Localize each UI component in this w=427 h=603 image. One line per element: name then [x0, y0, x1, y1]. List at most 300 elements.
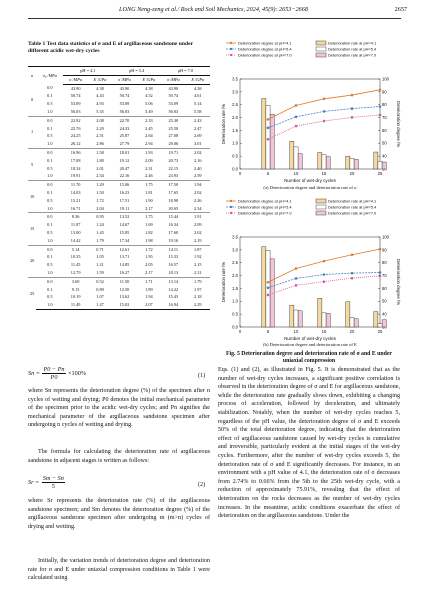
table-cell: 1.72 [137, 245, 161, 253]
col-header-confining: σ₀ /MPa [36, 67, 63, 85]
table-cell: 10.35 [70, 254, 81, 260]
table-cell: 11.45 [70, 262, 81, 268]
x-tick-label: 25 [377, 171, 383, 176]
table-cell: 16.71 [70, 205, 81, 211]
table-cell: 50.74 [70, 93, 81, 99]
point-pH70 [295, 125, 298, 128]
table-cell: 2.19 [193, 237, 202, 243]
table-cell: 1.24 [96, 222, 104, 228]
table-cell: 0.0 [36, 116, 63, 124]
point-pH54 [267, 286, 270, 289]
table-cell: 43.90 [119, 85, 130, 91]
table-cell: 2.64 [145, 133, 153, 139]
legend-label: Deterioration rate at pH=4.1 [328, 198, 377, 204]
table-cell: 18.13 [168, 269, 179, 275]
table-row [28, 286, 210, 294]
bar-pH70 [354, 319, 358, 327]
x-tick-label: 15 [321, 329, 327, 334]
table-cell: 17.51 [119, 197, 130, 203]
table-cell: 2.18 [193, 294, 202, 300]
table-cell: 19.12 [119, 157, 130, 163]
legend-marker-swatch [230, 206, 232, 208]
legend-label: Deterioration degree at pH=4.1 [238, 40, 292, 46]
x-tick-label: 25 [377, 329, 383, 334]
table-cell: 17.50 [161, 181, 185, 189]
table-cell: 12.50 [119, 286, 130, 292]
table-row [28, 165, 210, 173]
y-tick-label: 3.5 [232, 76, 238, 82]
table-cell: 25.50 [168, 125, 179, 131]
x-tick-label: 0 [238, 171, 242, 176]
y-tick-label: 0.0 [232, 324, 238, 330]
y2-tick-label: 50 [382, 298, 387, 304]
table-cell: 2.46 [145, 173, 153, 179]
table-cell: 0.0 [36, 213, 63, 221]
table-cell: 4.43 [96, 93, 104, 99]
legend-marker-swatch [230, 42, 232, 44]
table-cell: 22.76 [70, 125, 81, 131]
table-cell: 1.89 [145, 286, 153, 292]
table-cell: 0.0 [36, 181, 63, 189]
table-cell: 56.03 [168, 108, 179, 114]
point-pH54 [379, 105, 382, 108]
table-cell: 1.97 [193, 286, 202, 292]
table-cell: 0.0 [36, 277, 63, 285]
table-cell: 0.52 [88, 277, 112, 285]
y-axis-label: Deterioration rate /% [221, 103, 226, 145]
table-cell: 1.0 [36, 301, 63, 309]
data-table [28, 66, 210, 310]
table-cell: 14.03 [70, 189, 81, 195]
table-cell: 2.59 [193, 173, 202, 179]
point-pH70 [379, 114, 382, 117]
table-cell: 2.34 [193, 205, 202, 211]
ph-group-header: pH = 7.0 [161, 67, 210, 76]
table-cell: 1.45 [96, 229, 104, 235]
point-pH41 [267, 118, 270, 121]
table-cell: 2.86 [96, 141, 104, 147]
line-pH54 [268, 107, 380, 128]
eq1-numerator: P0 − Pn [43, 366, 65, 373]
bar-pH70 [298, 311, 302, 327]
table-cell: 2.43 [186, 116, 210, 124]
point-pH41 [267, 281, 270, 284]
y2-tick-label: 90 [382, 247, 387, 253]
table-caption: Table 1 Test data statistics of σ and E of argillaceous sandstone under different acidic wet-dry cycles [28, 41, 193, 54]
legend-label: Deterioration rate at pH=7.0 [328, 210, 377, 216]
col-header-n: n [28, 67, 36, 85]
table-row [28, 245, 210, 253]
y-tick-label: 3.0 [232, 89, 238, 95]
table-cell: 5.06 [145, 101, 153, 107]
table-cell: 1.0 [47, 237, 53, 243]
table-cell: 25.30 [161, 116, 185, 124]
y-tick-label: 1.5 [232, 285, 238, 291]
eq1-lhs: Sn = [28, 370, 40, 377]
table-cell: 0.71 [88, 245, 112, 253]
ph-group-header: pH = 5.4 [112, 67, 161, 76]
table-cell: 24.33 [119, 125, 130, 131]
table-cell: 0.5 [47, 229, 53, 235]
y-tick-label: 0.5 [232, 311, 238, 317]
y-tick-label: 2.5 [232, 260, 238, 266]
table-cell: 56.03 [70, 108, 81, 114]
bar-pH41 [318, 298, 322, 327]
sub-header: E /GPa [137, 75, 161, 84]
table-cell: 3.01 [193, 141, 202, 147]
bar-pH54 [322, 313, 326, 327]
table-cell: 0.1 [47, 286, 53, 292]
equation-2-number: (2) [198, 481, 206, 488]
y2-tick-label: 40 [382, 311, 387, 317]
y-tick-label: 1.0 [232, 140, 238, 146]
bar-pH54 [378, 161, 382, 169]
bar-pH41 [374, 152, 378, 169]
cycle-count-cell: 25 [28, 277, 36, 309]
point-pH54 [351, 107, 354, 110]
bar-pH54 [294, 147, 298, 169]
table-cell: 24.25 [70, 133, 81, 139]
table-cell: 56.03 [119, 108, 130, 114]
table-cell: 10.19 [70, 294, 81, 300]
y2-tick-label: 70 [382, 114, 387, 120]
table-cell: 17.65 [168, 189, 179, 195]
table-cell: 50.74 [168, 93, 179, 99]
legend-marker-swatch [230, 200, 232, 202]
legend-marker-swatch [230, 48, 232, 50]
table-cell: 2.09 [193, 222, 202, 228]
y2-axis-label: Deterioration degree /% [396, 258, 401, 306]
table-cell: 1.05 [96, 254, 104, 260]
cycle-count-cell: 15 [28, 213, 36, 245]
table-cell: 0.95 [88, 213, 112, 221]
table-row [28, 221, 210, 229]
bar-pH41 [262, 247, 266, 327]
table-row [28, 84, 210, 92]
legend-marker-swatch [230, 212, 232, 214]
table-cell: 17.08 [70, 157, 81, 163]
table-cell: 2.02 [193, 189, 202, 195]
table-cell: 0.5 [47, 294, 53, 300]
legend-bar-swatch [316, 211, 326, 215]
legend-bar-swatch [316, 53, 326, 57]
table-cell: 1.72 [96, 197, 104, 203]
table-cell: 2.09 [145, 157, 153, 163]
cycle-count-cell: 1 [28, 116, 36, 148]
table-cell: 17.60 [168, 229, 179, 235]
table-cell: 1.79 [186, 277, 210, 285]
legend-bar-swatch [316, 47, 326, 51]
table-cell: 11.50 [112, 277, 136, 285]
y-tick-label: 3.5 [232, 234, 238, 240]
table-cell: 2.02 [186, 148, 210, 156]
legend-bar-swatch [316, 205, 326, 209]
table-cell: 2.51 [96, 133, 104, 139]
y2-tick-label: 40 [382, 153, 387, 159]
x-axis-label: Number of wet-dry cycles [284, 178, 336, 183]
y2-tick-label: 60 [382, 127, 387, 133]
table-cell: 53.09 [168, 101, 179, 107]
table-cell: 15.44 [161, 213, 185, 221]
point-pH70 [323, 280, 326, 283]
eq1-tail: ×100% [68, 370, 86, 377]
x-tick-label: 15 [321, 171, 327, 176]
table-cell: 1.94 [145, 294, 153, 300]
table-row [28, 132, 210, 140]
ph-group-header: pH = 4.1 [63, 67, 112, 76]
table-cell: 2.45 [145, 125, 153, 131]
line-pH70 [268, 115, 380, 139]
legend-bar-swatch [316, 41, 326, 45]
legend-bar-swatch [316, 199, 326, 203]
table-cell: 5.14 [193, 101, 202, 107]
bar-pH41 [346, 156, 350, 169]
table-cell: 2.34 [96, 173, 104, 179]
sub-header: E /GPa [88, 75, 112, 84]
table-cell: 3.69 [63, 277, 87, 285]
y-tick-label: 2.5 [232, 102, 238, 108]
equation-1-number: (1) [198, 372, 206, 379]
paragraph-where-sr [28, 497, 210, 531]
para-3: where Sr represents the deterioration rate (%) of the argillaceous sandstone specimen; and Sm denotes the deterioration degree (%) of the argillaceous sandstone specimen after undergoing m (m>n) cycles of drying and wetting. [28, 498, 210, 530]
point-pH54 [295, 277, 298, 280]
table-row [28, 116, 210, 124]
table-cell: 2.05 [145, 262, 153, 268]
table-cell: 1.59 [96, 269, 104, 275]
table-cell: 1.47 [88, 301, 112, 309]
table-cell: 0.1 [47, 189, 53, 195]
x-axis-label: Number of wet-dry cycles [284, 336, 336, 341]
y-tick-label: 3.0 [232, 247, 238, 253]
table-cell: 12.79 [70, 269, 81, 275]
header-rule [28, 18, 401, 19]
table-cell: 5.35 [96, 108, 104, 114]
table-cell: 19.11 [119, 205, 130, 211]
legend-label: Deterioration rate at pH=7.0 [328, 52, 377, 58]
table-cell: 43.90 [70, 85, 81, 91]
point-pH41 [351, 253, 354, 256]
table-cell: 4.52 [145, 93, 153, 99]
table-cell: 16.27 [119, 269, 130, 275]
table-cell: 2.31 [145, 165, 153, 171]
cycle-count-cell: 20 [28, 245, 36, 277]
table-cell: 29.06 [168, 141, 179, 147]
cycle-count-cell: 10 [28, 181, 36, 213]
table-cell: 13.62 [119, 294, 130, 300]
table-cell: 1.95 [145, 254, 153, 260]
point-pH41 [295, 267, 298, 270]
eq2-denominator: 5 [51, 483, 55, 490]
point-pH41 [379, 248, 382, 251]
table-cell: 15.21 [70, 197, 81, 203]
point-pH41 [323, 98, 326, 101]
table-cell: 4.61 [193, 93, 202, 99]
table-cell: 1.82 [145, 229, 153, 235]
legend-label: Deterioration degree at pH=5.4 [238, 46, 292, 52]
table-cell: 1.75 [137, 213, 161, 221]
table-cell: 9.15 [71, 286, 80, 292]
table-cell: 0.5 [47, 101, 53, 107]
table-row [28, 92, 210, 100]
y2-axis-label: Deterioration degree /% [396, 100, 401, 148]
table-cell: 0.0 [47, 85, 53, 91]
table-cell: 1.94 [186, 181, 210, 189]
eq2-lhs: Sr = [28, 479, 40, 486]
table-cell: 2.17 [145, 269, 153, 275]
table-cell: 15.33 [168, 254, 179, 260]
table-cell: 2.29 [186, 301, 210, 309]
legend-label: Deterioration degree at pH=7.0 [238, 52, 292, 58]
table-cell: 4.38 [193, 85, 202, 91]
point-pH54 [323, 110, 326, 113]
table-cell: 15.85 [119, 229, 130, 235]
point-pH54 [295, 116, 298, 119]
point-pH54 [351, 272, 354, 275]
table-cell: 4.38 [96, 85, 104, 91]
table-cell: 2.04 [96, 205, 104, 211]
cycle-count-cell: 0 [31, 97, 34, 103]
x-tick-label: 0 [238, 329, 242, 334]
table-cell: 15.43 [168, 294, 179, 300]
legend-label: Deterioration rate at pH=5.4 [328, 46, 377, 52]
table-cell: 8.36 [63, 213, 87, 221]
table-cell: 1.58 [88, 148, 112, 156]
paragraph-initially [28, 557, 210, 583]
table-row [28, 125, 210, 133]
table-row [28, 157, 210, 165]
table-row [28, 229, 210, 237]
sub-header: σ /MPa [63, 75, 87, 84]
table-cell: 1.07 [96, 294, 104, 300]
table-cell: 2.15 [193, 262, 202, 268]
sub-header: σ /MPa [112, 75, 136, 84]
y2-tick-label: 50 [382, 140, 387, 146]
line-pH70 [268, 276, 380, 295]
table-row [28, 277, 210, 285]
table-cell: 20.73 [168, 157, 179, 163]
table-cell: 1.69 [145, 222, 153, 228]
eq2-numerator: Sm − Sn [42, 475, 64, 482]
bar-pH70 [326, 313, 330, 327]
table-cell: 0.1 [47, 254, 53, 260]
point-pH54 [323, 273, 326, 276]
running-header [0, 6, 427, 18]
bar-pH41 [346, 302, 350, 327]
table-cell: 2.08 [88, 116, 112, 124]
table-cell: 13.71 [119, 254, 130, 260]
table-cell: 16.57 [168, 262, 179, 268]
table-cell: 14.85 [119, 262, 130, 268]
table-cell: 1.50 [96, 189, 104, 195]
table-cell: 1.0 [47, 173, 53, 179]
table-cell: 1.21 [96, 262, 104, 268]
paragraph-right-column [218, 366, 400, 521]
table-cell: 14.22 [168, 286, 179, 292]
table-cell: 1.79 [96, 237, 104, 243]
table-row [28, 140, 210, 148]
table-cell: 13.14 [161, 277, 185, 285]
table-cell: 27.08 [168, 133, 179, 139]
table-cell: 0.1 [47, 125, 53, 131]
table-cell: 0.0 [36, 245, 63, 253]
table-cell: 22.70 [112, 116, 136, 124]
table-row [28, 213, 210, 221]
table-cell: 0.1 [47, 93, 53, 99]
x-tick-label: 10 [293, 171, 299, 176]
table-cell: 1.75 [137, 181, 161, 189]
legend-label: Deterioration degree at pH=4.1 [238, 198, 292, 204]
y2-tick-label: 90 [382, 89, 387, 95]
x-tick-label: 20 [349, 329, 355, 334]
table-cell: 0.1 [47, 222, 53, 228]
table-cell: 5.49 [145, 108, 153, 114]
y-tick-label: 2.0 [232, 114, 238, 120]
x-tick-label: 10 [293, 329, 299, 334]
table-cell: 2.07 [137, 301, 161, 309]
table-cell: 26.12 [70, 141, 81, 147]
page-number: 2657 [394, 6, 407, 13]
table-cell: 14.67 [119, 222, 130, 228]
point-pH70 [295, 284, 298, 287]
x-tick-label: 5 [266, 329, 270, 334]
point-pH41 [379, 89, 382, 92]
table-cell: 5.14 [63, 245, 87, 253]
table-cell: 2.47 [193, 125, 202, 131]
table-cell: 1.93 [137, 148, 161, 156]
table-cell: 2.69 [193, 133, 202, 139]
para-right: Eqs. (1) and (2), as illustrated in Fig. 5. It is demonstrated that as the number of wet-dry cycles increases, a significant positive correlation is observed in the deterioration degree of σ and E for argillaceous sandstone, while the deterioration rate gradually slows down, exhibiting a changing process of acceleration, followed by deceleration, and ultimately stabilization. Notably, when the number of wet-dry cycles reaches 5, regardless of the pH value, the deterioration degree of σ and E exceeds 50% of the total deterioration degree, indicating that the deterioration effect of argillaceous sandstone caused by wet-dry cycles is cumulative and irreversible, particularly evident at the initial stages of the wet-dry cycles. Furthermore, after the number of wet-dry cycles exceeds 5, the deterioration rate of σ and E significantly decreases. For instance, in an environment with a pH value of 4.1, the deterioration rate of σ decreases from 2.74% to 0.66% from the 5th to the 25th wet-dry cycle, with a reduction of approximately 75.91%, revealing that the effect of deterioration on the rocks decreases as the number of wet-dry cycles increases. In the meantime, acidic conditions exacerbate the effect of deterioration on the argillaceous sandstone. Under the [218, 367, 400, 520]
table-cell: 20.65 [168, 205, 179, 211]
table-cell: 1.80 [96, 157, 104, 163]
bar-pH54 [322, 155, 326, 169]
table-cell: 1.87 [186, 245, 210, 253]
table-cell: 2.01 [96, 165, 104, 171]
table-row [28, 197, 210, 205]
y-tick-label: 2.0 [232, 272, 238, 278]
point-pH70 [323, 120, 326, 123]
point-pH41 [295, 104, 298, 107]
x-tick-label: 5 [266, 171, 270, 176]
table-cell: 19.71 [161, 148, 185, 156]
table-row [28, 301, 210, 309]
table-cell: 11.70 [63, 181, 87, 189]
table-cell: 17.34 [119, 237, 130, 243]
plot-frame [240, 79, 380, 169]
table-cell: 11.87 [70, 222, 81, 228]
table-cell: 13.00 [70, 229, 81, 235]
table-cell: 13.52 [112, 213, 136, 221]
table-cell: 1.0 [47, 205, 53, 211]
line-pH41 [268, 90, 380, 120]
y2-tick-label: 70 [382, 272, 387, 278]
point-pH54 [379, 271, 382, 274]
table-row [28, 189, 210, 197]
table-row [28, 293, 210, 301]
para-2: The formula for calculating the deterioration rate of argillaceous sandstone in adjacent stages is written as follows: [28, 449, 210, 464]
sub-header: σ /MPa [161, 75, 185, 84]
equation-1 [28, 366, 86, 381]
point-pH41 [323, 260, 326, 263]
chart-b [218, 195, 402, 345]
table-cell: 1.81 [145, 189, 153, 195]
table-cell: 1.71 [137, 277, 161, 285]
point-pH70 [267, 138, 270, 141]
table-cell: 19.91 [70, 173, 81, 179]
bar-pH70 [354, 159, 358, 169]
table-cell: 1.91 [186, 213, 210, 221]
table-cell: 23.93 [168, 173, 179, 179]
y2-tick-label: 60 [382, 285, 387, 291]
